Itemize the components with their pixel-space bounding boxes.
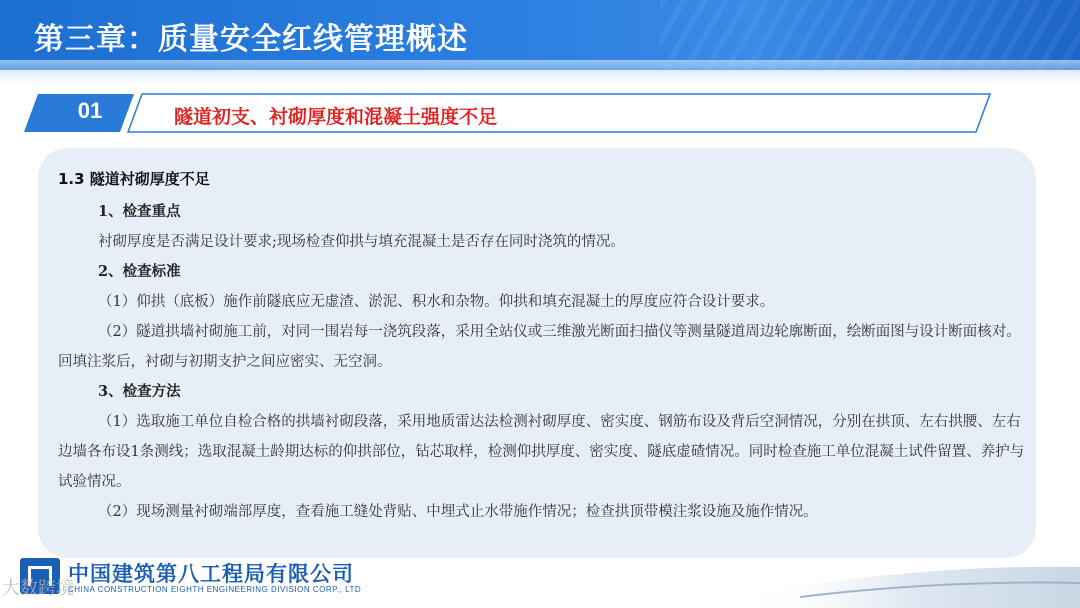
item-paragraph: （2）现场测量衬砌端部厚度，查看施工缝处背贴、中埋式止水带施作情况；检查拱顶带模注浆设施及施作情况。 bbox=[98, 504, 818, 520]
train-graphic-icon bbox=[740, 545, 1080, 608]
section-banner bbox=[24, 92, 994, 134]
section-title: 1.3 隧道衬砌厚度不足 bbox=[58, 170, 210, 188]
header-glow bbox=[0, 60, 1080, 84]
company-name: 中国建筑第八工程局有限公司 bbox=[68, 562, 354, 586]
item-paragraph: （1）选取施工单位自检合格的拱墙衬砌段落，采用地质雷达法检测衬砌厚度、密实度、钢筋布设及背后空洞情况，分别在拱顶、左右拱腰、左右边墙各布设1条测线；选取混凝土龄期达标的仰拱部位，钻芯取样，检测仰拱厚度、密实度、隧底虚碴情况。同时检查施工单位混凝土试件留置、养护与试验情况。 bbox=[58, 414, 1025, 490]
company-english-name: CHINA CONSTRUCTION EIGHTH ENGINEERING DIVISION CORP., LTD bbox=[68, 585, 362, 594]
item-heading: 2、检查标准 bbox=[98, 263, 181, 280]
item-paragraph: （2）隧道拱墙衬砌施工前，对同一围岩每一浇筑段落，采用全站仪或三维激光断面扫描仪等测量隧道周边轮廓断面，绘断面图与设计断面核对。回填注浆后，衬砌与初期支护之间应密实、无空洞。 bbox=[58, 324, 1021, 370]
watermark: 大数跨境 bbox=[2, 578, 74, 599]
content-body bbox=[58, 168, 1028, 527]
banner-number: 01 bbox=[77, 98, 103, 123]
page-title: 第三章：质量安全红线管理概述 bbox=[34, 22, 468, 57]
banner-text: 隧道初支、衬砌厚度和混凝土强度不足 bbox=[174, 106, 498, 128]
item-heading: 3、检查方法 bbox=[98, 383, 181, 400]
item-paragraph: （1）仰拱（底板）施作前隧底应无虚渣、淤泥、积水和杂物。仰拱和填充混凝土的厚度应符合设计要求。 bbox=[98, 294, 775, 310]
item-heading: 1、检查重点 bbox=[98, 203, 181, 220]
banner-shape bbox=[24, 92, 994, 134]
item-paragraph: 衬砌厚度是否满足设计要求;现场检查仰拱与填充混凝土是否存在同时浇筑的情况。 bbox=[98, 234, 625, 250]
